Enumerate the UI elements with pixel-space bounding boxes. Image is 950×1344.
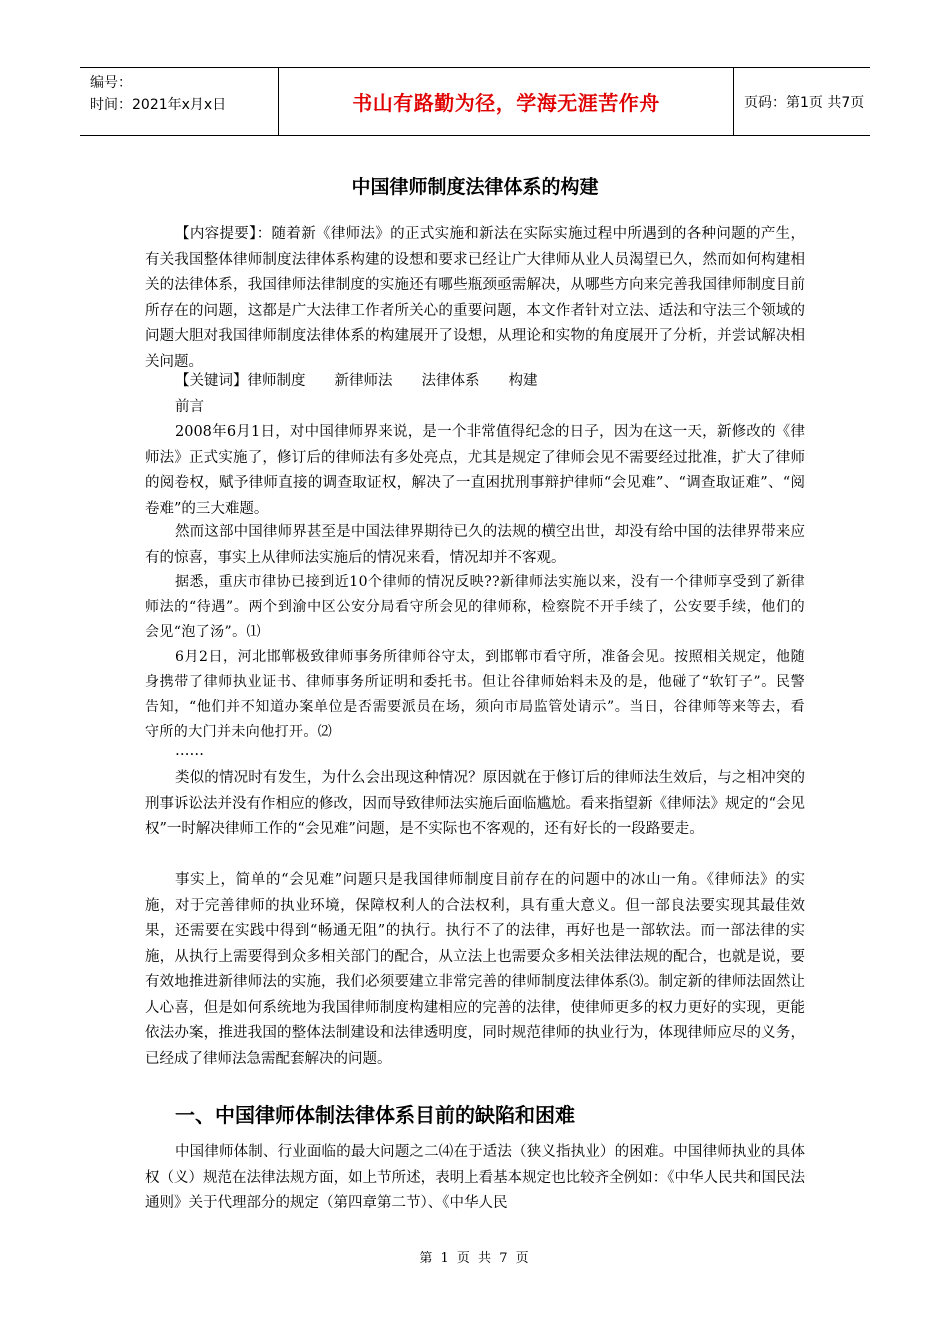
body-paragraph-2: 然而这部中国律师界甚至是中国法律界期待已久的法规的横空出世，却没有给中国的法律界带来应有的惊喜，事实上从律师法实施后的情况来看，情况却并不客观。	[145, 524, 805, 566]
ellipsis-line: ……	[175, 743, 204, 759]
header-motto: 书山有路勤为径，学海无涯苦作舟	[278, 68, 734, 135]
document-title: 中国律师制度法律体系的构建	[351, 176, 599, 198]
document-time-label: 时间：2021年x月x日	[90, 97, 227, 113]
document-number-label: 编号：	[90, 75, 132, 91]
body-paragraph-1: 2008年6月1日，对中国律师界来说，是一个非常值得纪念的日子，因为在这一天，新修改的《律师法》正式实施了，修订后的律师法有多处亮点，尤其是规定了律师会见不需要经过批准，扩大了律师的阅卷权，赋予律师直接的调查取证权，解决了一直困扰刑事辩护律师“会见难”、“调查取证难”、“阅卷难”的三大难题。	[145, 424, 805, 517]
preface-heading: 前言	[175, 399, 204, 415]
quote-paragraph-1: 据悉，重庆市律协已接到近10个律师的情况反映??新律师法实施以来，没有一个律师享受到了新律师法的“待遇”。两个到渝中区公安分局看守所会见的律师称，检察院不开手续了，公安要手续，他们的会见“泡了汤”。⑴	[145, 574, 805, 640]
section-heading-1: 一、中国律师体制法律体系目前的缺陷和困难	[175, 1103, 575, 1127]
abstract-paragraph: 【内容提要】：随着新《律师法》的正式实施和新法在实际实施过程中所遇到的各种问题的产生，有关我国整体律师制度法律体系构建的设想和要求已经让广大律师从业人员渴望已久，然而如何构建相关的法律体系，我国律师法律制度的实施还有哪些瓶颈亟需解决，从哪些方向来完善我国律师制度目前所存在的问题，这都是广大法律工作者所关心的重要问题，本文作者针对立法、适法和守法三个领域的问题大胆对我国律师制度法律体系的构建展开了设想，从理论和实物的角度展开了分析，并尝试解决相关问题。	[145, 226, 805, 370]
header-page-label: 页码：第1页 共7页	[744, 94, 865, 111]
body-paragraph-4: 事实上，简单的“会见难”问题只是我国律师制度目前存在的问题中的冰山一角。《律师法》的实施，对于完善律师的执业环境，保障权利人的合法权利，具有重大意义。但一部良法要实现其最佳效果，还需要在实践中得到“畅通无阻”的执行。执行不了的法律，再好也是一部软法。而一部法律的实施，从执行上需要得到众多相关部门的配合，从立法上也需要众多相关法律法规的配合，也就是说，要有效地推进新律师法的实施，我们必须要建立非常完善的律师制度法律体系⑶。制定新的律师法固然让人心喜，但是如何系统地为我国律师制度构建相应的完善的法律，使律师更多的权力更好的实现，更能依法办案，推进我国的整体法制建设和法律透明度，同时规范律师的执业行为，体现律师应尽的义务，已经成了律师法急需配套解决的问题。	[145, 872, 805, 1067]
header-meta	[80, 68, 278, 135]
keywords-line: 【关键词】律师制度 新律师法 法律体系 构建	[175, 373, 538, 389]
body-paragraph-3: 类似的情况时有发生，为什么会出现这种情况？原因就在于修订后的律师法生效后，与之相冲突的刑事诉讼法并没有作相应的修改，因而导致律师法实施后面临尴尬。看来指望新《律师法》规定的“会见权”一时解决律师工作的“会见难”问题，是不实际也不客观的，还有好长的一段路要走。	[145, 770, 805, 837]
body-paragraph-5: 中国律师体制、行业面临的最大问题之二⑷在于适法（狭义指执业）的困难。中国律师执业的具体权（义）规范在法律法规方面，如上节所述，表明上看基本规定也比较齐全例如：《中华人民共和国民法通则》关于代理部分的规定（第四章第二节）、《中华人民	[145, 1144, 805, 1211]
page-header	[80, 67, 870, 136]
page-footer: 第 1 页 共 7 页	[419, 1251, 531, 1266]
quote-paragraph-2: 6月2日，河北邯郸极致律师事务所律师谷守太，到邯郸市看守所，准备会见。按照相关规定，他随身携带了律师执业证书、律师事务所证明和委托书。但让谷律师始料未及的是，他碰了“软钉子”。民警告知，“他们并不知道办案单位是否需要派员在场，须向市局监管处请示”。当日，谷律师等来等去，看守所的大门并未向他打开。⑵	[145, 649, 805, 740]
